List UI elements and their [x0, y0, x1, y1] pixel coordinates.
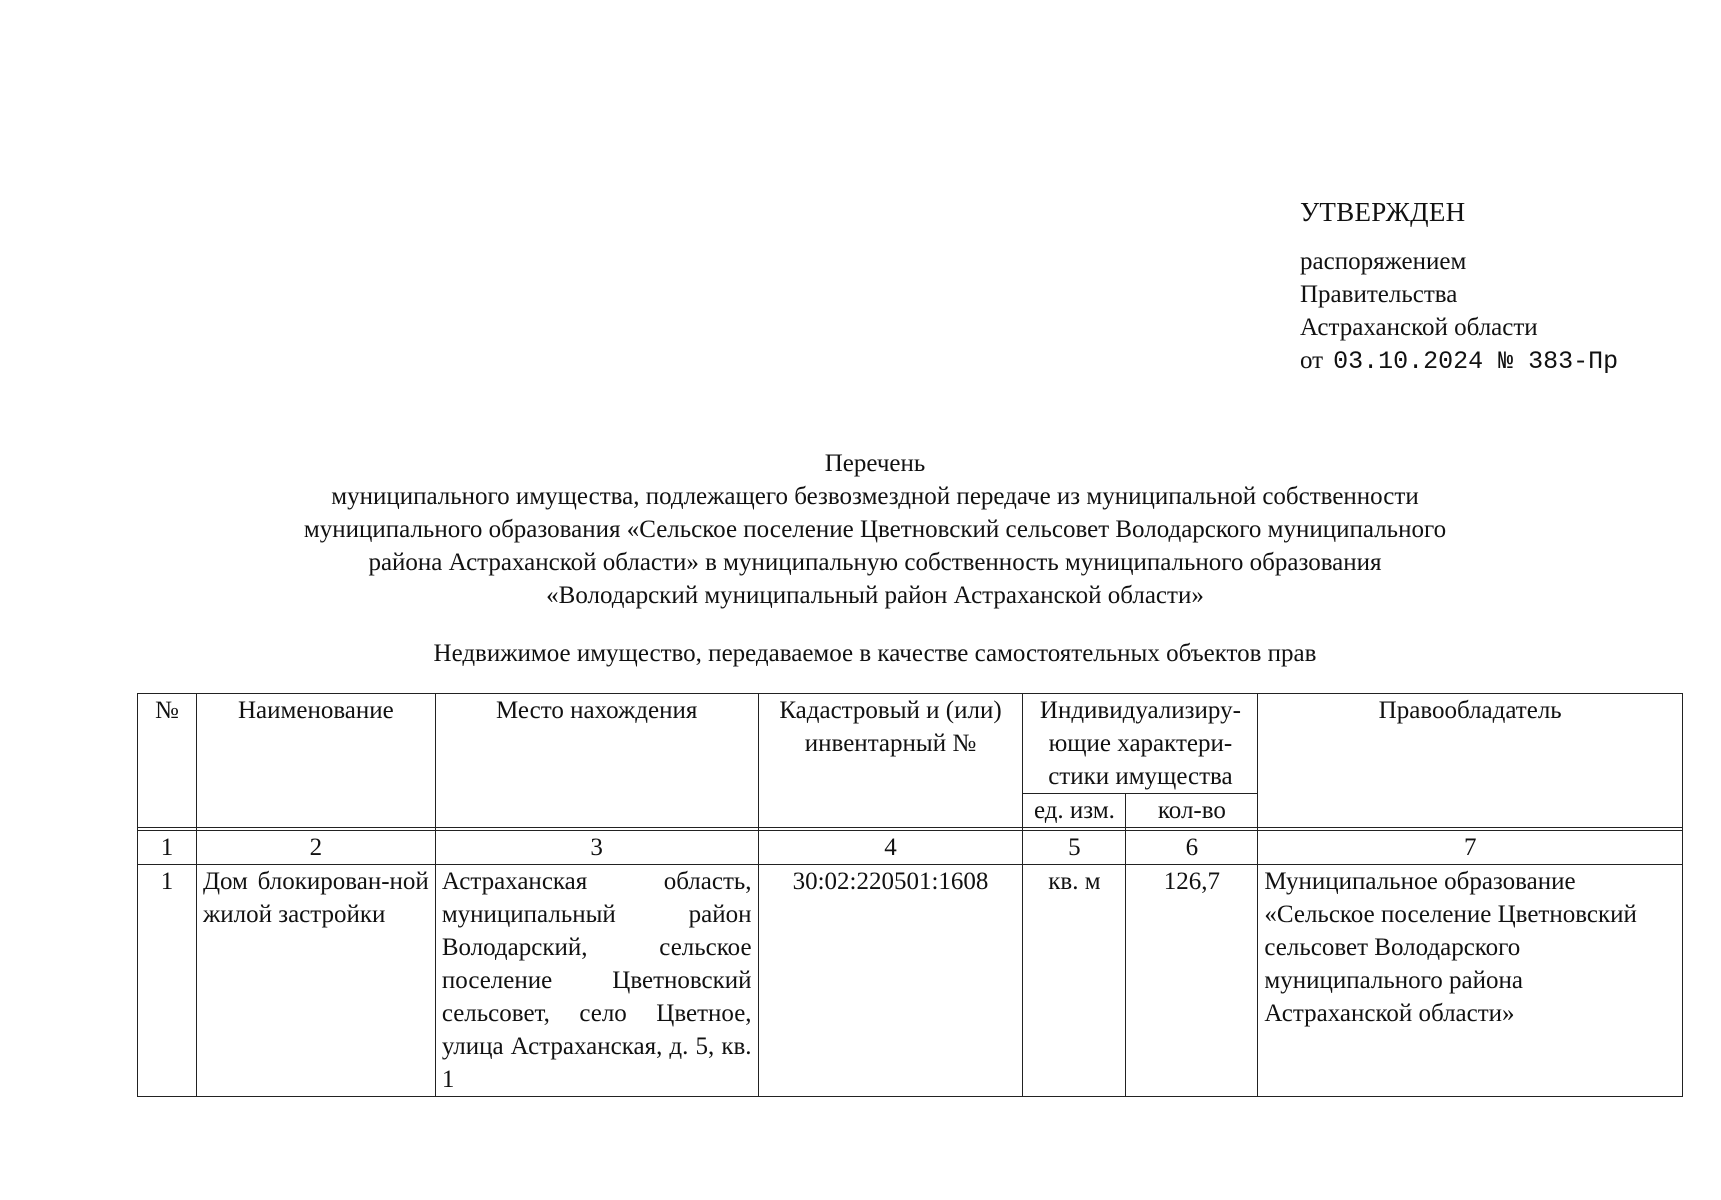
column-number: 3 [435, 831, 758, 865]
header-location: Место нахождения [435, 694, 758, 828]
header-cadastral: Кадастровый и (или) инвентарный № [758, 694, 1023, 828]
table-row [138, 865, 1683, 1097]
title-line: муниципального образования «Сельское поселение Цветновский сельсовет Володарского муниципального [303, 516, 1447, 543]
approval-line: распоряжением [1300, 248, 1467, 275]
title-line: района Астраханской области» в муниципальную собственность муниципального образования [368, 549, 1382, 576]
section-subtitle: Недвижимое имущество, передаваемое в качестве самостоятельных объектов прав [433, 640, 1317, 667]
header-unit: ед. изм. [1023, 794, 1126, 828]
header-holder: Правообладатель [1258, 694, 1683, 828]
approval-heading: УТВЕРЖДЕН [1300, 197, 1466, 227]
approval-line: Астраханской области [1300, 314, 1538, 341]
column-number: 6 [1126, 831, 1258, 865]
column-number: 1 [138, 831, 197, 865]
title-line: муниципального имущества, подлежащего безвозмездной передаче из муниципальной собственности [331, 483, 1419, 510]
title-line: «Володарский муниципальный район Астраханской области» [546, 582, 1204, 609]
header-num: № [138, 694, 197, 828]
column-number: 4 [758, 831, 1023, 865]
row-holder: Муниципальное образование «Сельское поселение Цветновский сельсовет Володарского муниципального района Астраханской области» [1258, 865, 1683, 1097]
title-line: Перечень [824, 450, 926, 477]
row-location: Астраханская область, муниципальный район Володарский, сельское поселение Цветновский сельсовет, село Цветное, улица Астраханская, д. 5, кв. 1 [435, 865, 758, 1097]
header-characteristics: Индивидуализиру-ющие характери-стики имущества [1023, 694, 1258, 794]
table-header-row [138, 694, 1683, 794]
property-table [137, 693, 1683, 1097]
approval-block [1300, 196, 1680, 378]
column-number-row [138, 831, 1683, 865]
column-number: 5 [1023, 831, 1126, 865]
row-name: Дом блокирован-ной жилой застройки [196, 865, 435, 1097]
row-qty: 126,7 [1126, 865, 1258, 1097]
row-cadastral: 30:02:220501:1608 [758, 865, 1023, 1097]
row-num: 1 [138, 865, 197, 1097]
column-number: 2 [196, 831, 435, 865]
date-prefix: от [1300, 347, 1324, 374]
document-title [150, 447, 1600, 612]
row-unit: кв. м [1023, 865, 1126, 1097]
header-qty: кол-во [1126, 794, 1258, 828]
decree-date-number: 03.10.2024 № 383-Пр [1333, 347, 1619, 376]
column-number: 7 [1258, 831, 1683, 865]
approval-line: Правительства [1300, 281, 1458, 308]
header-name: Наименование [196, 694, 435, 828]
approval-date-line [1300, 344, 1680, 378]
